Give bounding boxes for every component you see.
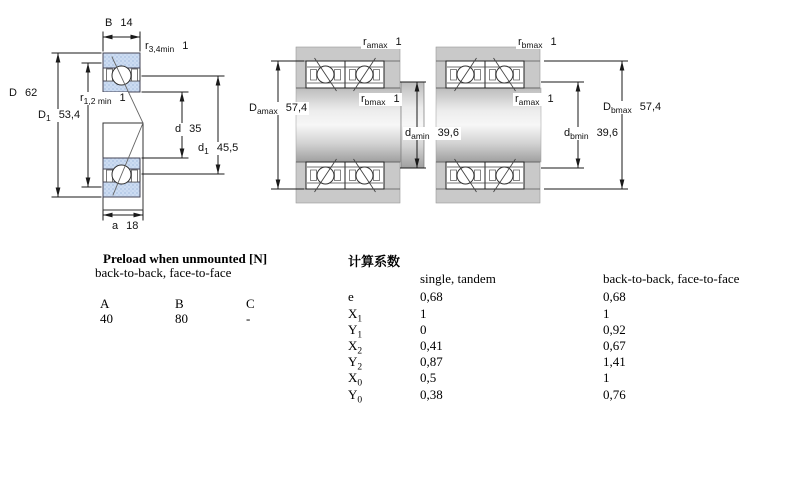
factor-row-label: $Y_0$	[348, 387, 363, 406]
preload-subtitle: back-to-back, face-to-face	[95, 265, 232, 280]
top-ball	[112, 66, 131, 85]
dim-r34-label: $r_{3,4min}$ 1	[145, 40, 189, 55]
dim-a-label: a 18	[112, 220, 139, 232]
factor-single-value: 0,68	[420, 289, 443, 304]
factor-btb-value: 0,76	[603, 387, 626, 402]
factor-btb-value: 0,68	[603, 289, 626, 304]
factors-title: 计算系数	[348, 254, 401, 269]
factor-single-value: 1	[420, 306, 427, 321]
factor-row-label: $X_2$	[348, 338, 363, 357]
preload-value-c: -	[246, 311, 251, 326]
factor-single-value: 0,41	[420, 338, 443, 353]
dim-d-bmin-label: $d_{bmin}$ 39,6	[564, 127, 618, 142]
preload-title: Preload when unmounted [N]	[103, 251, 268, 266]
dim-r12-label: $r_{1,2 min}$ 1	[80, 92, 126, 107]
factor-single-value: 0,5	[420, 370, 437, 385]
dim-r-bmax-label-mid: $r_{bmax}$ 1	[361, 93, 400, 108]
dim-D1-label: $D_1$ 53,4	[38, 109, 81, 124]
factor-btb-value: 1,41	[603, 354, 626, 369]
factor-btb-value: 1	[603, 306, 610, 321]
dim-D-amax-label: $D_{amax}$ 57,4	[249, 102, 308, 117]
dim-D-label: D 62	[9, 87, 38, 99]
calculation-factors-table	[345, 249, 755, 419]
dim-B-label: B 14	[105, 17, 133, 29]
shaft-shoulder	[401, 82, 424, 168]
factors-col-btb: back-to-back, face-to-face	[603, 271, 740, 286]
right-arrangement-drawing	[436, 47, 628, 203]
dim-d-label: d 35	[175, 123, 202, 135]
factor-single-value: 0	[420, 322, 427, 337]
dim-d1-label: $d_1$ 45,5	[198, 142, 239, 157]
factor-btb-value: 0,92	[603, 322, 626, 337]
preload-table	[95, 249, 315, 339]
factor-row-label: $X_0$	[348, 370, 363, 389]
factor-single-value: 0,38	[420, 387, 443, 402]
dim-r-amax-label-right: $r_{amax}$ 1	[515, 93, 554, 108]
factor-single-value: 0,87	[420, 354, 443, 369]
preload-value-b: 80	[175, 311, 188, 326]
factor-row-label: $X_1$	[348, 306, 363, 325]
factor-btb-value: 1	[603, 370, 610, 385]
dim-r-bmax-label-right: $r_{bmax}$ 1	[518, 36, 557, 51]
dim-D-bmax-label: $D_{bmax}$ 57,4	[603, 101, 662, 116]
preload-col-b: B	[175, 296, 184, 311]
factor-row-label: $Y_1$	[348, 322, 363, 341]
middle-arrangement-drawing	[271, 47, 426, 203]
factor-row-label: e	[348, 289, 354, 304]
factor-row-label: $Y_2$	[348, 354, 363, 373]
preload-value-a: 40	[100, 311, 113, 326]
dim-d-amin-label: $d_{amin}$ 39,6	[405, 127, 459, 142]
factors-col-single: single, tandem	[420, 271, 496, 286]
preload-col-a: A	[100, 296, 110, 311]
dim-r-amax-label-mid: $r_{amax}$ 1	[363, 36, 402, 51]
factor-btb-value: 0,67	[603, 338, 626, 353]
preload-col-c: C	[246, 296, 255, 311]
